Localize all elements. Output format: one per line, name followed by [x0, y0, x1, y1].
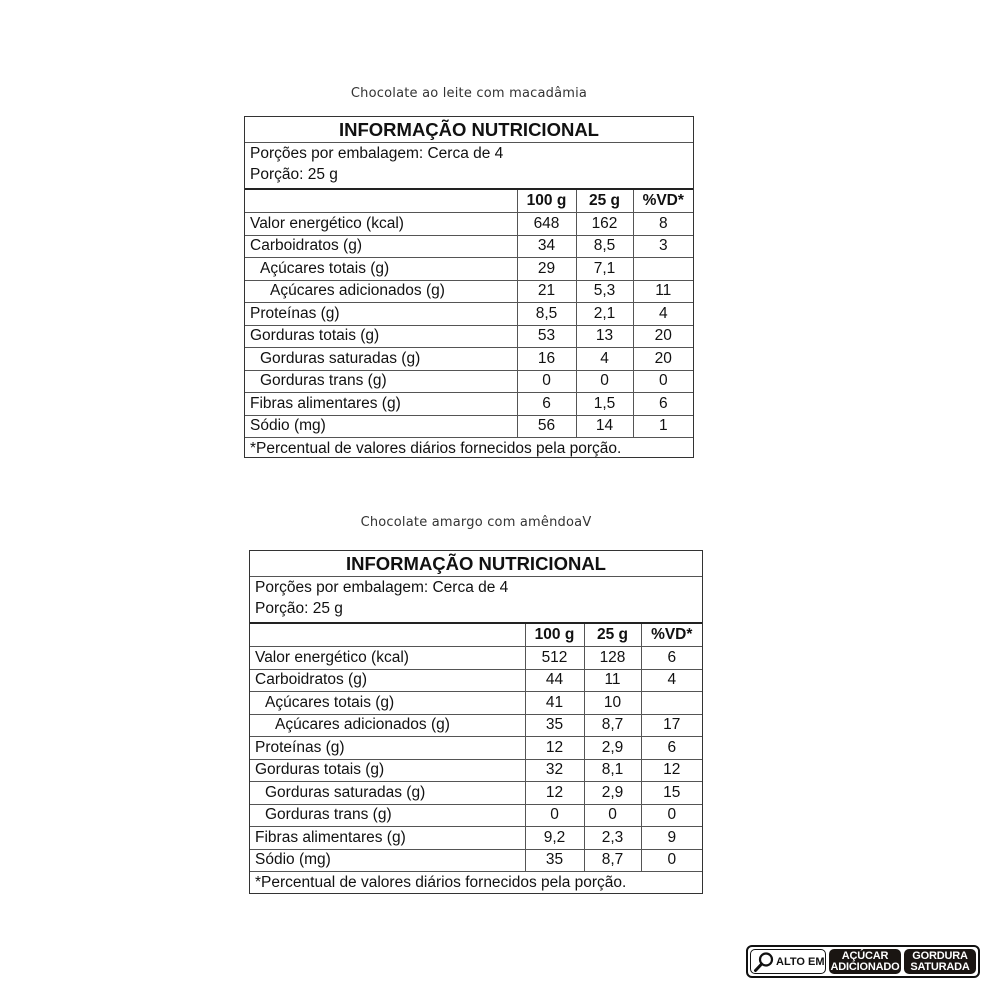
nutrient-name: Valor energético (kcal)	[250, 647, 525, 670]
daily-value-percent: 20	[633, 348, 693, 371]
nutrient-row	[245, 303, 693, 326]
high-in-label: ALTO EM	[776, 955, 825, 968]
value-per-serving: 2,9	[584, 782, 641, 805]
value-per-100g: 0	[525, 804, 584, 827]
value-per-100g: 35	[525, 849, 584, 871]
value-per-serving: 8,7	[584, 849, 641, 871]
value-per-serving: 11	[584, 669, 641, 692]
value-per-serving: 4	[576, 348, 633, 371]
daily-value-percent: 6	[633, 393, 693, 416]
daily-value-percent: 6	[641, 737, 702, 760]
column-header: %VD*	[641, 624, 702, 647]
warning-line: SATURADA	[910, 960, 970, 973]
product-caption: Chocolate ao leite com macadâmia	[350, 86, 588, 101]
column-header: 25 g	[584, 624, 641, 647]
value-per-100g: 12	[525, 782, 584, 805]
nutrient-row	[250, 714, 702, 737]
value-per-serving: 10	[584, 692, 641, 715]
nutrient-name: Açúcares adicionados (g)	[245, 280, 517, 303]
footnote: *Percentual de valores diários fornecidos pela porção.	[245, 437, 693, 459]
warning-line: ADICIONADO	[830, 960, 900, 973]
daily-value-percent: 12	[641, 759, 702, 782]
daily-value-percent: 20	[633, 325, 693, 348]
nutrient-row	[245, 415, 693, 437]
value-per-serving: 2,1	[576, 303, 633, 326]
nutrition-table	[245, 190, 693, 437]
warning-line: GORDURA	[912, 949, 968, 962]
value-per-100g: 44	[525, 669, 584, 692]
header-blank-cell	[250, 624, 525, 647]
nutrient-name: Fibras alimentares (g)	[250, 827, 525, 850]
nutrient-row	[245, 235, 693, 258]
label-title: INFORMAÇÃO NUTRICIONAL	[250, 551, 702, 577]
nutrient-name: Carboidratos (g)	[250, 669, 525, 692]
nutrient-row	[245, 258, 693, 281]
nutrient-name: Açúcares adicionados (g)	[250, 714, 525, 737]
value-per-100g: 41	[525, 692, 584, 715]
serving-size: Porção: 25 g	[245, 165, 693, 190]
value-per-serving: 2,9	[584, 737, 641, 760]
nutrient-row	[250, 737, 702, 760]
high-in-warning-badge	[746, 945, 980, 978]
high-in-box	[750, 949, 826, 974]
value-per-serving: 7,1	[576, 258, 633, 281]
nutrient-name: Gorduras trans (g)	[245, 370, 517, 393]
warning-saturated-fat	[904, 949, 976, 974]
value-per-100g: 34	[517, 235, 576, 258]
nutrient-name: Gorduras totais (g)	[245, 325, 517, 348]
column-header: 25 g	[576, 190, 633, 213]
footnote: *Percentual de valores diários fornecidos pela porção.	[250, 871, 702, 893]
column-header: 100 g	[517, 190, 576, 213]
value-per-100g: 648	[517, 213, 576, 236]
value-per-100g: 9,2	[525, 827, 584, 850]
daily-value-percent: 6	[641, 647, 702, 670]
nutrient-name: Açúcares totais (g)	[250, 692, 525, 715]
value-per-serving: 8,5	[576, 235, 633, 258]
value-per-serving: 8,1	[584, 759, 641, 782]
value-per-100g: 53	[517, 325, 576, 348]
value-per-serving: 13	[576, 325, 633, 348]
value-per-serving: 8,7	[584, 714, 641, 737]
daily-value-percent: 0	[641, 849, 702, 871]
value-per-100g: 35	[525, 714, 584, 737]
nutrient-row	[245, 348, 693, 371]
warning-added-sugar	[829, 949, 901, 974]
nutrient-name: Carboidratos (g)	[245, 235, 517, 258]
daily-value-percent: 8	[633, 213, 693, 236]
daily-value-percent: 17	[641, 714, 702, 737]
value-per-100g: 16	[517, 348, 576, 371]
daily-value-percent: 15	[641, 782, 702, 805]
value-per-serving: 5,3	[576, 280, 633, 303]
nutrient-row	[245, 280, 693, 303]
daily-value-percent: 0	[641, 804, 702, 827]
nutrient-row	[250, 804, 702, 827]
nutrient-row	[250, 647, 702, 670]
daily-value-percent	[641, 692, 702, 715]
nutrient-name: Gorduras trans (g)	[250, 804, 525, 827]
value-per-serving: 0	[584, 804, 641, 827]
value-per-100g: 32	[525, 759, 584, 782]
warning-line: AÇÚCAR	[841, 949, 889, 962]
nutrient-name: Sódio (mg)	[245, 415, 517, 437]
nutrient-row	[250, 692, 702, 715]
value-per-100g: 29	[517, 258, 576, 281]
nutrient-row	[245, 393, 693, 416]
nutrient-row	[245, 213, 693, 236]
daily-value-percent: 11	[633, 280, 693, 303]
daily-value-percent: 9	[641, 827, 702, 850]
nutrient-row	[250, 849, 702, 871]
value-per-100g: 8,5	[517, 303, 576, 326]
value-per-serving: 162	[576, 213, 633, 236]
column-header: 100 g	[525, 624, 584, 647]
header-row	[245, 190, 693, 213]
nutrient-row	[250, 759, 702, 782]
header-blank-cell	[245, 190, 517, 213]
nutrient-row	[250, 669, 702, 692]
serving-size: Porção: 25 g	[250, 599, 702, 624]
nutrient-row	[245, 325, 693, 348]
servings-per-package: Porções por embalagem: Cerca de 4	[250, 145, 504, 162]
nutrient-name: Proteínas (g)	[245, 303, 517, 326]
value-per-100g: 512	[525, 647, 584, 670]
nutrient-row	[245, 370, 693, 393]
value-per-serving: 2,3	[584, 827, 641, 850]
value-per-serving: 14	[576, 415, 633, 437]
nutrient-name: Fibras alimentares (g)	[245, 393, 517, 416]
product-caption: Chocolate amargo com amêndoaV	[360, 515, 592, 530]
header-row	[250, 624, 702, 647]
value-per-serving: 1,5	[576, 393, 633, 416]
daily-value-percent: 4	[641, 669, 702, 692]
nutrition-table	[250, 624, 702, 871]
value-per-100g: 12	[525, 737, 584, 760]
label-title: INFORMAÇÃO NUTRICIONAL	[245, 117, 693, 143]
value-per-100g: 56	[517, 415, 576, 437]
nutrient-row	[250, 827, 702, 850]
nutrition-label	[244, 116, 694, 458]
nutrient-name: Açúcares totais (g)	[245, 258, 517, 281]
servings-per-package: Porções por embalagem: Cerca de 4	[255, 579, 509, 596]
daily-value-percent: 4	[633, 303, 693, 326]
value-per-100g: 6	[517, 393, 576, 416]
column-header: %VD*	[633, 190, 693, 213]
nutrient-name: Gorduras totais (g)	[250, 759, 525, 782]
value-per-serving: 0	[576, 370, 633, 393]
daily-value-percent: 0	[633, 370, 693, 393]
value-per-100g: 0	[517, 370, 576, 393]
daily-value-percent: 1	[633, 415, 693, 437]
magnifier-icon	[753, 951, 775, 973]
value-per-serving: 128	[584, 647, 641, 670]
nutrient-name: Gorduras saturadas (g)	[245, 348, 517, 371]
value-per-100g: 21	[517, 280, 576, 303]
nutrient-name: Gorduras saturadas (g)	[250, 782, 525, 805]
daily-value-percent: 3	[633, 235, 693, 258]
nutrient-name: Sódio (mg)	[250, 849, 525, 871]
daily-value-percent	[633, 258, 693, 281]
nutrient-row	[250, 782, 702, 805]
nutrient-name: Proteínas (g)	[250, 737, 525, 760]
nutrient-name: Valor energético (kcal)	[245, 213, 517, 236]
nutrition-label	[249, 550, 703, 894]
